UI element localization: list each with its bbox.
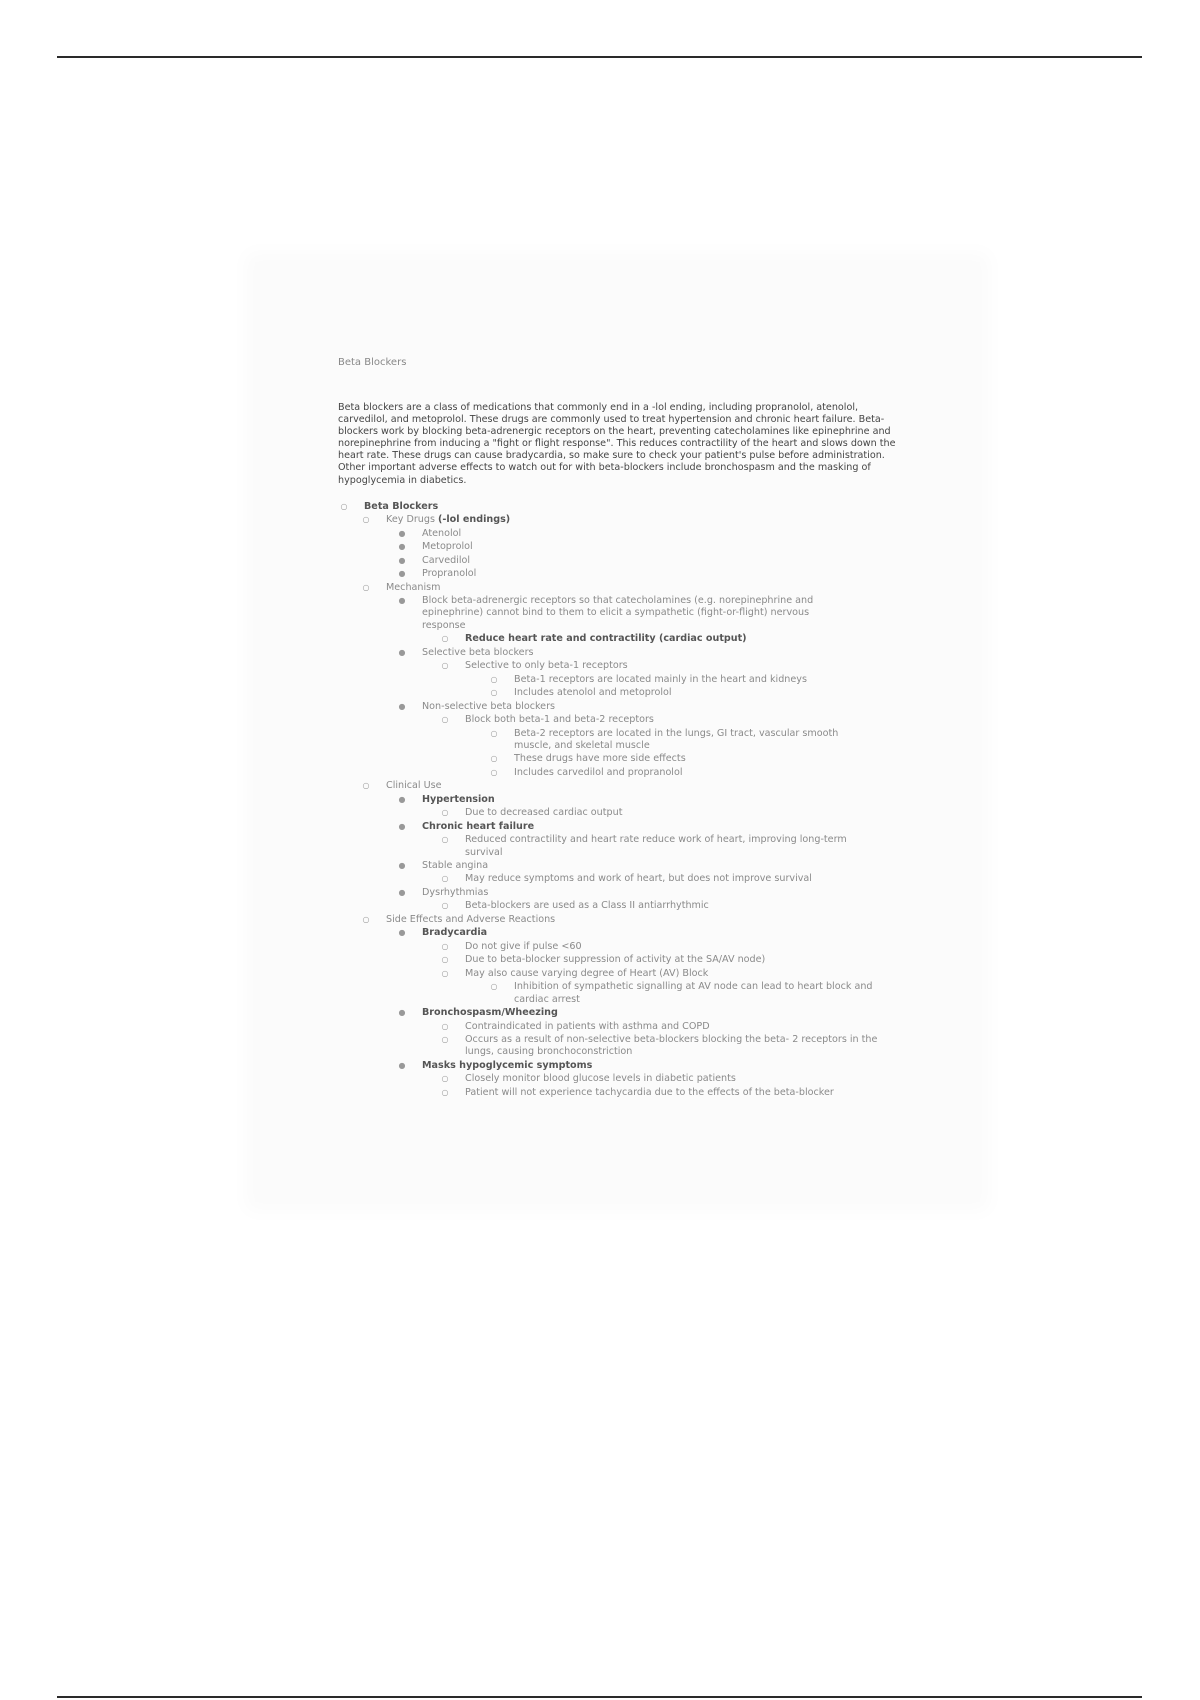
circle-bullet-icon: ○ — [362, 582, 370, 592]
list-item: ○ May also cause varying degree of Heart (AV) Block — [338, 968, 898, 980]
circle-bullet-icon: ○ — [441, 941, 449, 951]
disc-bullet-icon: ● — [398, 928, 406, 938]
list-item: ○ Key Drugs (-lol endings) — [338, 514, 898, 526]
list-item: ○ Due to beta-blocker suppression of activity at the SA/AV node) — [338, 954, 898, 966]
list-item: ● Non-selective beta blockers — [338, 701, 898, 713]
document-title: Beta Blockers — [338, 357, 407, 368]
circle-bullet-icon: ○ — [490, 728, 498, 738]
circle-bullet-icon: ○ — [441, 715, 449, 725]
list-item: ● Stable angina — [338, 860, 898, 872]
circle-bullet-icon: ○ — [441, 968, 449, 978]
list-item: ● Selective beta blockers — [338, 647, 898, 659]
list-item: ● Dysrhythmias — [338, 887, 898, 899]
list-item: ● Block beta-adrenergic receptors so that catecholamines (e.g. norepinephrine and epinephrine) cannot bind to them to elicit a sympathetic (fight-or-flight) nervous response — [338, 595, 842, 632]
list-item: ○ These drugs have more side effects — [338, 753, 898, 765]
list-item: ● Bronchospasm/Wheezing — [338, 1007, 898, 1019]
list-item: ● Chronic heart failure — [338, 821, 898, 833]
circle-bullet-icon: ○ — [441, 1021, 449, 1031]
disc-bullet-icon: ● — [398, 821, 406, 831]
circle-bullet-icon: ○ — [441, 808, 449, 818]
list-item: ○ Beta-blockers are used as a Class II antiarrhythmic — [338, 900, 898, 912]
outline — [338, 501, 898, 1099]
disc-bullet-icon: ● — [398, 1060, 406, 1070]
intro-paragraph: Beta blockers are a class of medications that commonly end in a -lol ending, including propranolol, atenolol, carvedilol, and metoprolol. These drugs are commonly used to treat hypertension and chronic heart failure. Beta-blockers work by blocking beta-adrenergic receptors on the heart, preventing catecholamines like epinephrine and norepinephrine from inducing a "fight or flight response". This reduces contractility of the heart and slows down the heart rate. These drugs can cause bradycardia, so make sure to check your patient's pulse before administration. Other important adverse effects to watch out for with beta-blockers include bronchospasm and the masking of hypoglycemia in diabetics. — [338, 402, 896, 486]
disc-bullet-icon: ● — [398, 555, 406, 565]
list-item: ○ Side Effects and Adverse Reactions — [338, 914, 898, 926]
list-item: ○ Includes carvedilol and propranolol — [338, 767, 898, 779]
circle-bullet-icon: ○ — [362, 781, 370, 791]
list-item: ○ Do not give if pulse <60 — [338, 941, 898, 953]
list-item: ● Metoprolol — [338, 541, 898, 553]
circle-bullet-icon: ○ — [490, 674, 498, 684]
list-item: ○ Due to decreased cardiac output — [338, 807, 898, 819]
disc-bullet-icon: ● — [398, 596, 406, 606]
circle-bullet-icon: ○ — [441, 1087, 449, 1097]
disc-bullet-icon: ● — [398, 887, 406, 897]
circle-bullet-icon: ○ — [441, 634, 449, 644]
circle-bullet-icon: ○ — [362, 515, 370, 525]
list-item: ○ Includes atenolol and metoprolol — [338, 687, 898, 699]
circle-bullet-icon: ○ — [441, 661, 449, 671]
circle-bullet-icon: ○ — [490, 982, 498, 992]
list-item: ● Carvedilol — [338, 555, 898, 567]
list-item: ● Masks hypoglycemic symptoms — [338, 1060, 898, 1072]
circle-bullet-icon: ○ — [441, 874, 449, 884]
disc-bullet-icon: ● — [398, 701, 406, 711]
circle-bullet-icon: ○ — [441, 955, 449, 965]
circle-bullet-icon: ○ — [441, 835, 449, 845]
disc-bullet-icon: ● — [398, 647, 406, 657]
list-item: ● Propranolol — [338, 568, 898, 580]
list-item: ○ Clinical Use — [338, 780, 898, 792]
list-item: ○ Occurs as a result of non-selective beta-blockers blocking the beta- 2 receptors in the lungs, causing bronchoconstriction — [338, 1034, 880, 1059]
footer-rule — [57, 1696, 1142, 1698]
list-item: ○ Selective to only beta-1 receptors — [338, 660, 898, 672]
list-item: ● Atenolol — [338, 528, 898, 540]
disc-bullet-icon: ● — [398, 794, 406, 804]
circle-bullet-icon: ○ — [490, 767, 498, 777]
circle-bullet-icon: ○ — [490, 688, 498, 698]
disc-bullet-icon: ● — [398, 1008, 406, 1018]
list-item: ○ Patient will not experience tachycardia due to the effects of the beta-blocker — [338, 1087, 898, 1099]
list-item: ○ Inhibition of sympathetic signalling at AV node can lead to heart block and cardiac arrest — [338, 981, 884, 1006]
list-item: ○ Block both beta-1 and beta-2 receptors — [338, 714, 898, 726]
circle-bullet-icon: ○ — [362, 914, 370, 924]
list-item: ○ Closely monitor blood glucose levels in diabetic patients — [338, 1073, 898, 1085]
disc-bullet-icon: ● — [398, 528, 406, 538]
list-item: ○ Mechanism — [338, 582, 898, 594]
list-item: ○ Beta-2 receptors are located in the lungs, GI tract, vascular smooth muscle, and skeletal muscle — [338, 728, 874, 753]
disc-bullet-icon: ● — [398, 860, 406, 870]
list-item: ○ Beta-1 receptors are located mainly in the heart and kidneys — [338, 674, 898, 686]
disc-bullet-icon: ● — [398, 569, 406, 579]
list-item: ● Bradycardia — [338, 927, 898, 939]
circle-bullet-icon: ○ — [441, 1074, 449, 1084]
circle-bullet-icon: ○ — [441, 901, 449, 911]
circle-bullet-icon: ○ — [490, 754, 498, 764]
disc-bullet-icon: ● — [398, 542, 406, 552]
list-item: ● Hypertension — [338, 794, 898, 806]
header-rule — [57, 56, 1142, 58]
list-item: ○ Reduced contractility and heart rate reduce work of heart, improving long-term survival — [338, 834, 880, 859]
list-item: ○ Beta Blockers — [338, 501, 898, 513]
circle-bullet-icon: ○ — [340, 501, 348, 511]
list-item: ○ Reduce heart rate and contractility (cardiac output) — [338, 633, 898, 645]
document-body — [338, 356, 898, 1100]
list-item: ○ May reduce symptoms and work of heart, but does not improve survival — [338, 873, 898, 885]
list-item: ○ Contraindicated in patients with asthma and COPD — [338, 1021, 898, 1033]
circle-bullet-icon: ○ — [441, 1035, 449, 1045]
